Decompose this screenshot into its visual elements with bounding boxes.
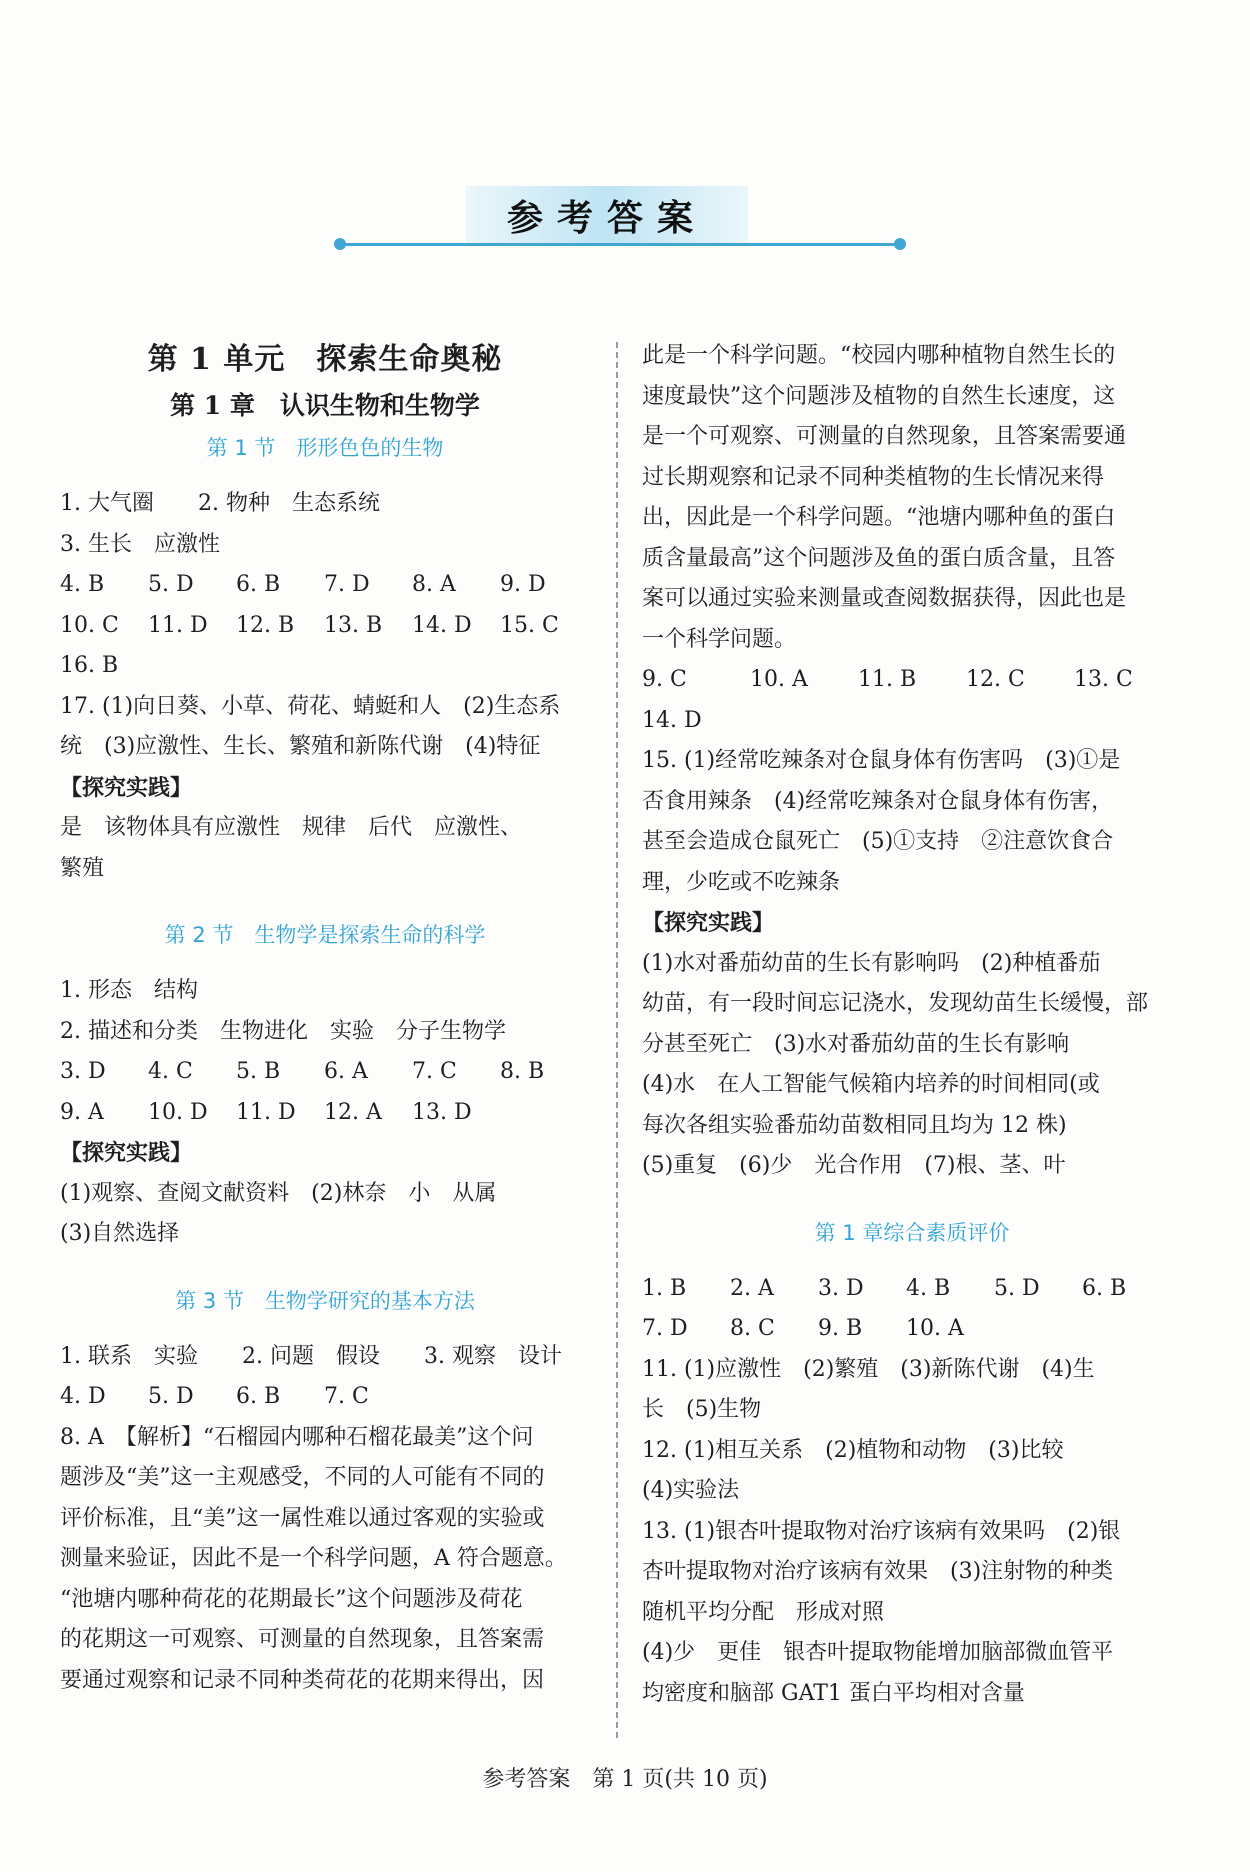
answer-line: (4)实验法 [642, 1478, 740, 1503]
answer-line: 15. (1)经常吃辣条对仓鼠身体有伤害吗 (3)①是 [642, 748, 1121, 773]
answer-item: 9. B [818, 1316, 863, 1341]
answer-line: 均密度和脑部 GAT1 蛋白平均相对含量 [642, 1680, 1025, 1706]
answer-item: 11. D [236, 1099, 296, 1125]
answer-item: 10. D [148, 1099, 208, 1125]
answer-line: (4)水 在人工智能气候箱内培养的时间相同(或 [642, 1072, 1100, 1097]
answer-row [60, 606, 590, 647]
answer-item: 6. B [236, 1384, 281, 1409]
answer-line: 否食用辣条 (4)经常吃辣条对仓鼠身体有伤害， [642, 788, 1114, 814]
answer-line: 甚至会造成仓鼠死亡 (5)①支持 ②注意饮食合 [642, 829, 1114, 854]
answer-item: 4. B [60, 572, 105, 597]
answer-row [60, 565, 590, 606]
answer-row [642, 1269, 1182, 1310]
answer-line: “池塘内哪种荷花的花期最长”这个问题涉及荷花 [60, 1586, 523, 1612]
answer-line: 速度最快”这个问题涉及植物的自然生长速度，这 [642, 383, 1116, 409]
answer-line: 14. D [642, 707, 702, 733]
answer-item: 2. A [730, 1275, 774, 1301]
answer-line: 测量来验证，因此不是一个科学问题，A 符合题意。 [60, 1546, 567, 1571]
section-title-eval: 第 1 章综合素质评价 [814, 1220, 1010, 1245]
answer-item: 12. B [236, 612, 295, 638]
page-title: 参考答案 [506, 198, 707, 239]
chapter-heading: 第 1 章 认识生物和生物学 [170, 391, 480, 420]
practice-tag: 【探究实践】 [642, 910, 775, 936]
answer-line: 13. (1)银杏叶提取物对治疗该病有效果吗 (2)银 [642, 1518, 1121, 1544]
answer-item: 7. C [412, 1059, 457, 1084]
answer-item: 9. D [500, 572, 546, 597]
answer-line: 随机平均分配 形成对照 [642, 1599, 885, 1625]
answer-line: 杏叶提取物对治疗该病有效果 (3)注射物的种类 [642, 1559, 1114, 1584]
header-banner [0, 0, 1250, 260]
answer-item: 6. B [1082, 1275, 1127, 1301]
answer-item: 8. A [412, 572, 456, 597]
answer-row [60, 1377, 590, 1418]
answer-row [642, 1309, 1182, 1350]
answer-item: 3. D [818, 1275, 864, 1301]
answer-row [60, 1093, 590, 1134]
answer-row [642, 660, 1182, 701]
answer-line: 1. 联系 实验 2. 问题 假设 3. 观察 设计 [60, 1343, 562, 1369]
answer-line: 16. B [60, 653, 119, 678]
answer-item: 15. C [500, 612, 559, 638]
unit-heading: 第 1 单元 探索生命奥秘 [147, 342, 503, 377]
section-title-1: 第 1 节 形形色色的生物 [206, 436, 444, 460]
answer-item: 7. C [324, 1384, 369, 1409]
answer-item: 12. A [324, 1099, 382, 1125]
answer-line: 幼苗，有一段时间忘记浇水，发现幼苗生长缓慢，部 [642, 991, 1149, 1016]
answer-item: 6. A [324, 1059, 368, 1084]
answer-item: 4. B [906, 1275, 951, 1301]
practice-tag: 【探究实践】 [60, 1140, 193, 1166]
answer-line: 分甚至死亡 (3)水对番茄幼苗的生长有影响 [642, 1031, 1070, 1057]
answer-line: 出，因此是一个科学问题。“池塘内哪种鱼的蛋白 [642, 505, 1116, 530]
answer-item: 1. B [642, 1275, 687, 1301]
answer-item: 11. B [858, 667, 917, 692]
answer-item: 5. D [148, 1384, 194, 1409]
answer-line: 12. (1)相互关系 (2)植物和动物 (3)比较 [642, 1437, 1064, 1463]
answer-item: 9. C [642, 667, 687, 692]
answer-line: (1)观察、查阅文献资料 (2)林奈 小 从属 [60, 1180, 497, 1206]
answer-item: 11. D [148, 612, 208, 638]
answer-item: 6. B [236, 572, 281, 597]
answer-line: 3. 生长 应激性 [60, 531, 220, 557]
answer-item: 8. C [730, 1316, 775, 1341]
answer-item: 5. B [236, 1059, 281, 1084]
answer-item: 10. C [60, 612, 119, 638]
answer-item: 13. C [1074, 667, 1133, 692]
answer-line: 理，少吃或不吃辣条 [642, 869, 841, 895]
answer-line: 的花期这一可观察、可测量的自然现象，且答案需 [60, 1627, 545, 1652]
answer-line: 17. (1)向日葵、小草、荷花、蜻蜓和人 (2)生态系 [60, 693, 561, 719]
answer-line: 要通过观察和记录不同种类荷花的花期来得出，因 [60, 1667, 545, 1693]
answer-line: 一个科学问题。 [642, 626, 797, 652]
answer-line: 案可以通过实验来测量或查阅数据获得，因此也是 [642, 586, 1127, 611]
answer-item: 13. B [324, 612, 383, 638]
answer-line: (4)少 更佳 银杏叶提取物能增加脑部微血管平 [642, 1640, 1114, 1665]
answer-item: 10. A [750, 667, 808, 692]
banner-dot-right [894, 238, 906, 250]
answer-item: 10. A [906, 1316, 964, 1341]
page-footer: 参考答案 第 1 页(共 10 页) [482, 1767, 768, 1792]
answer-item: 9. A [60, 1099, 104, 1125]
practice-tag: 【探究实践】 [60, 774, 193, 801]
answer-item: 4. D [60, 1384, 106, 1409]
answer-item: 3. D [60, 1059, 106, 1084]
answer-line: 繁殖 [60, 855, 105, 881]
answer-line: 质含量最高”这个问题涉及鱼的蛋白质含量，且答 [642, 545, 1116, 571]
answer-line: (3)自然选择 [60, 1221, 180, 1246]
answer-item: 13. D [412, 1099, 472, 1125]
column-divider [616, 342, 618, 1738]
answer-item: 4. C [148, 1059, 193, 1084]
answer-line: 过长期观察和记录不同种类植物的生长情况来得 [642, 464, 1105, 490]
answer-item: 7. D [642, 1316, 688, 1341]
answer-line: (1)水对番茄幼苗的生长有影响吗 (2)种植番茄 [642, 950, 1101, 976]
answer-item: 5. D [148, 572, 194, 597]
answer-line: 长 (5)生物 [642, 1397, 762, 1422]
answer-line: 是 该物体具有应激性 规律 后代 应激性、 [60, 815, 523, 840]
answer-line: 评价标准，且“美”这一属性难以通过客观的实验或 [60, 1505, 545, 1531]
answer-line: 题涉及“美”这一主观感受，不同的人可能有不同的 [60, 1465, 545, 1490]
answer-line: 11. (1)应激性 (2)繁殖 (3)新陈代谢 (4)生 [642, 1356, 1095, 1382]
answer-line: 每次各组实验番茄幼苗数相同且均为 12 株) [642, 1112, 1067, 1138]
answer-line: 此是一个科学问题。“校园内哪种植物自然生长的 [642, 343, 1116, 368]
section-title-2: 第 2 节 生物学是探索生命的科学 [164, 923, 486, 947]
section-title-3: 第 3 节 生物学研究的基本方法 [175, 1288, 475, 1313]
answer-line: 1. 形态 结构 [60, 978, 198, 1003]
answer-line: 1. 大气圈 2. 物种 生态系统 [60, 491, 380, 516]
left-column [60, 330, 590, 1701]
answer-item: 8. B [500, 1059, 545, 1084]
banner-underline [340, 243, 900, 246]
answer-line: 是一个可观察、可测量的自然现象，且答案需要通 [642, 424, 1127, 449]
answer-item: 12. C [966, 667, 1025, 692]
answer-item: 5. D [994, 1275, 1040, 1301]
answer-line: (5)重复 (6)少 光合作用 (7)根、茎、叶 [642, 1153, 1066, 1178]
answer-item: 7. D [324, 572, 370, 597]
answer-line: 统 (3)应激性、生长、繁殖和新陈代谢 (4)特征 [60, 734, 541, 759]
answer-line: 2. 描述和分类 生物进化 实验 分子生物学 [60, 1018, 506, 1044]
right-column [642, 336, 1182, 1714]
answer-row [60, 1052, 590, 1093]
banner-dot-left [334, 238, 346, 250]
answer-line: 8. A 【解析】“石榴园内哪种石榴花最美”这个问 [60, 1424, 534, 1450]
answer-item: 14. D [412, 612, 472, 638]
